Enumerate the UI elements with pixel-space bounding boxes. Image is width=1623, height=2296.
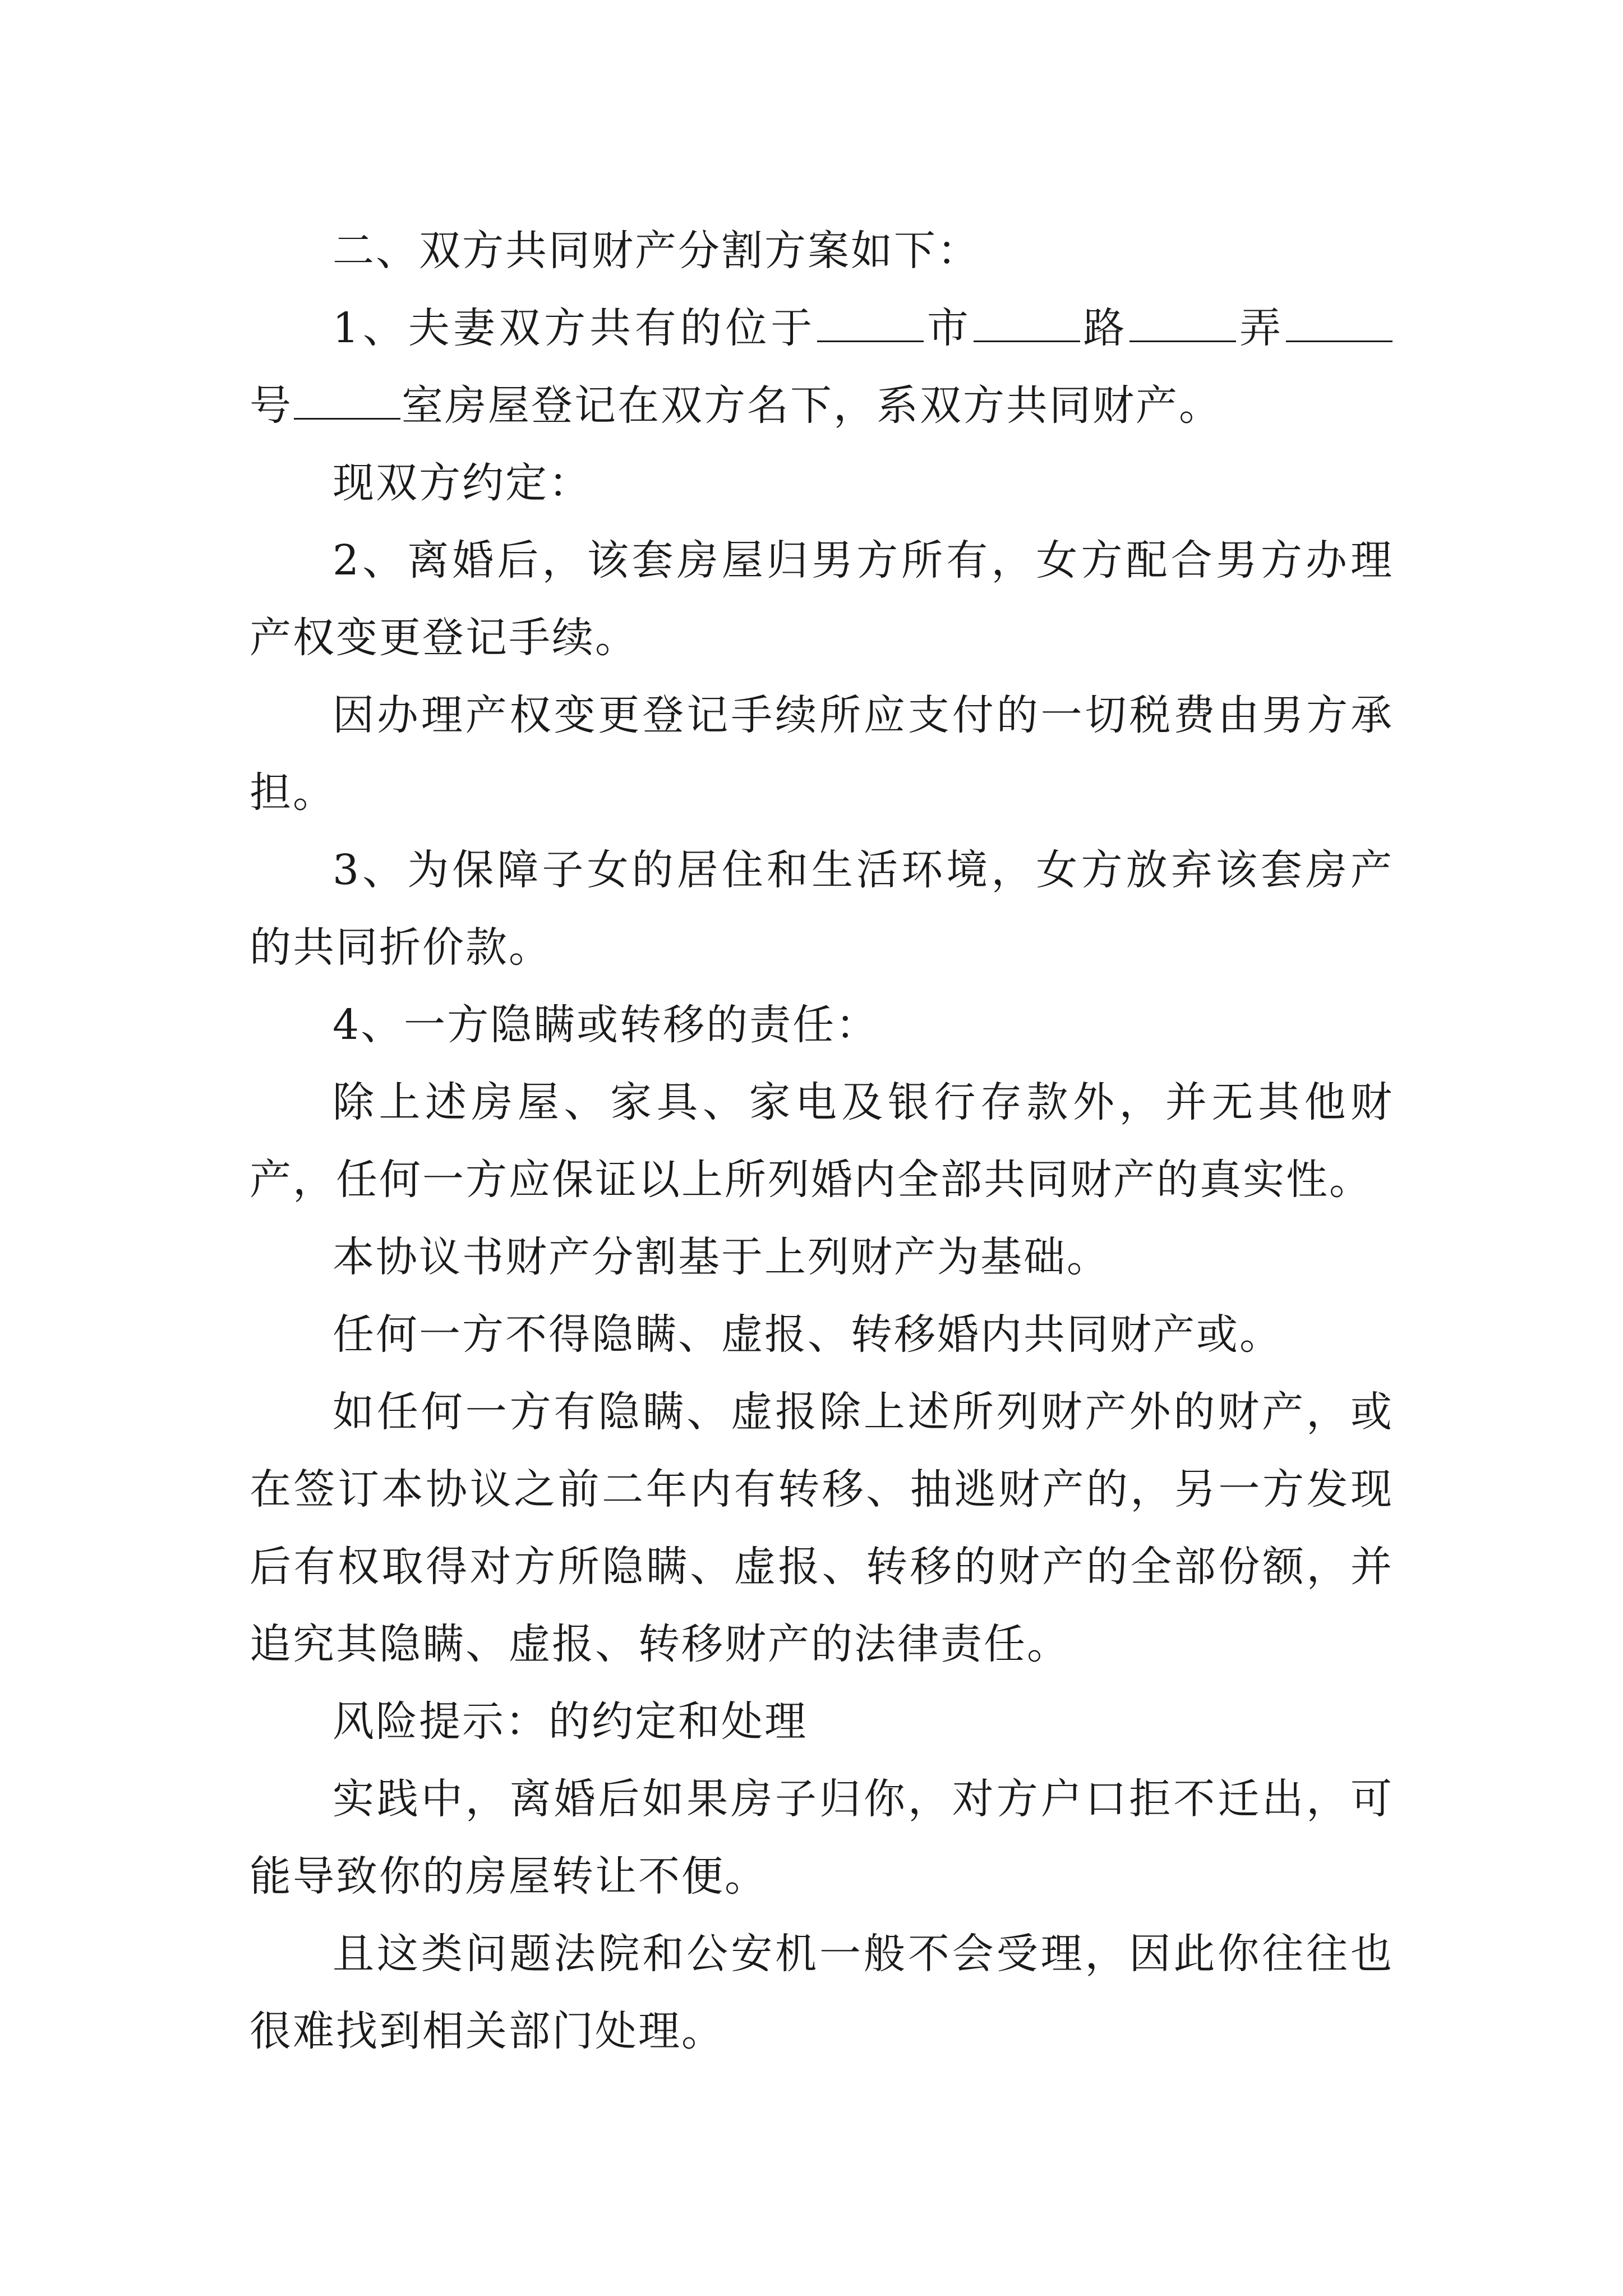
paragraph-house-ownership: 2、离婚后，该套房屋归男方所有，女方配合男方办理产权变更登记手续。 [250, 536, 1394, 662]
text-segment: 1、夫妻双方共有的位于 [333, 304, 817, 352]
blank-field-city [974, 299, 1080, 342]
paragraph-risk-heading: 风险提示：的约定和处理 [333, 1697, 808, 1746]
paragraph-risk-practice: 实践中，离婚后如果房子归你，对方户口拒不迁出，可能导致你的房屋转让不便。 [250, 1775, 1394, 1901]
paragraph-basis: 本协议书财产分割基于上列财产为基础。 [333, 1233, 1110, 1281]
document-body [250, 212, 1394, 2070]
text-segment: 市 [925, 304, 972, 352]
text-segment: 室房屋登记在双方名下，系双方共同财产。 [402, 381, 1222, 430]
paragraph-section-heading: 二、双方共同财产分割方案如下： [333, 227, 980, 275]
paragraph-waiver: 3、为保障子女的居住和生活环境，女方放弃该套房产的共同折价款。 [250, 846, 1394, 972]
paragraph-tax-fees: 因办理产权变更登记手续所应支付的一切税费由男方承担。 [250, 691, 1394, 817]
paragraph-liability-heading: 4、一方隐瞒或转移的责任： [333, 1001, 879, 1049]
paragraph-agreement-intro: 现双方约定： [333, 459, 592, 507]
paragraph-no-concealment: 任何一方不得隐瞒、虚报、转移婚内共同财产或。 [333, 1310, 1283, 1359]
blank-field-number [294, 376, 400, 420]
text-segment: 号 [250, 381, 293, 430]
text-segment: 路 [1081, 304, 1129, 352]
paragraph-concealment-consequence: 如任何一方有隐瞒、虚报除上述所列财产外的财产，或在签订本协议之前二年内有转移、抽逃财产的，另一方发现后有权取得对方所隐瞒、虚报、转移的财产的全部份额，并追究其隐瞒、虚报、转移财产的法律责任。 [250, 1388, 1394, 1668]
paragraph-property-location [250, 289, 1394, 444]
blank-field-location [817, 299, 924, 342]
paragraph-risk-handling: 且这类问题法院和公安机一般不会受理，因此你往往也很难找到相关部门处理。 [250, 1930, 1394, 2055]
blank-field-lane [1286, 299, 1393, 342]
blank-field-road [1129, 299, 1236, 342]
paragraph-property-statement: 除上述房屋、家具、家电及银行存款外，并无其他财产，任何一方应保证以上所列婚内全部共同财产的真实性。 [250, 1078, 1394, 1204]
text-segment: 弄 [1237, 304, 1285, 352]
